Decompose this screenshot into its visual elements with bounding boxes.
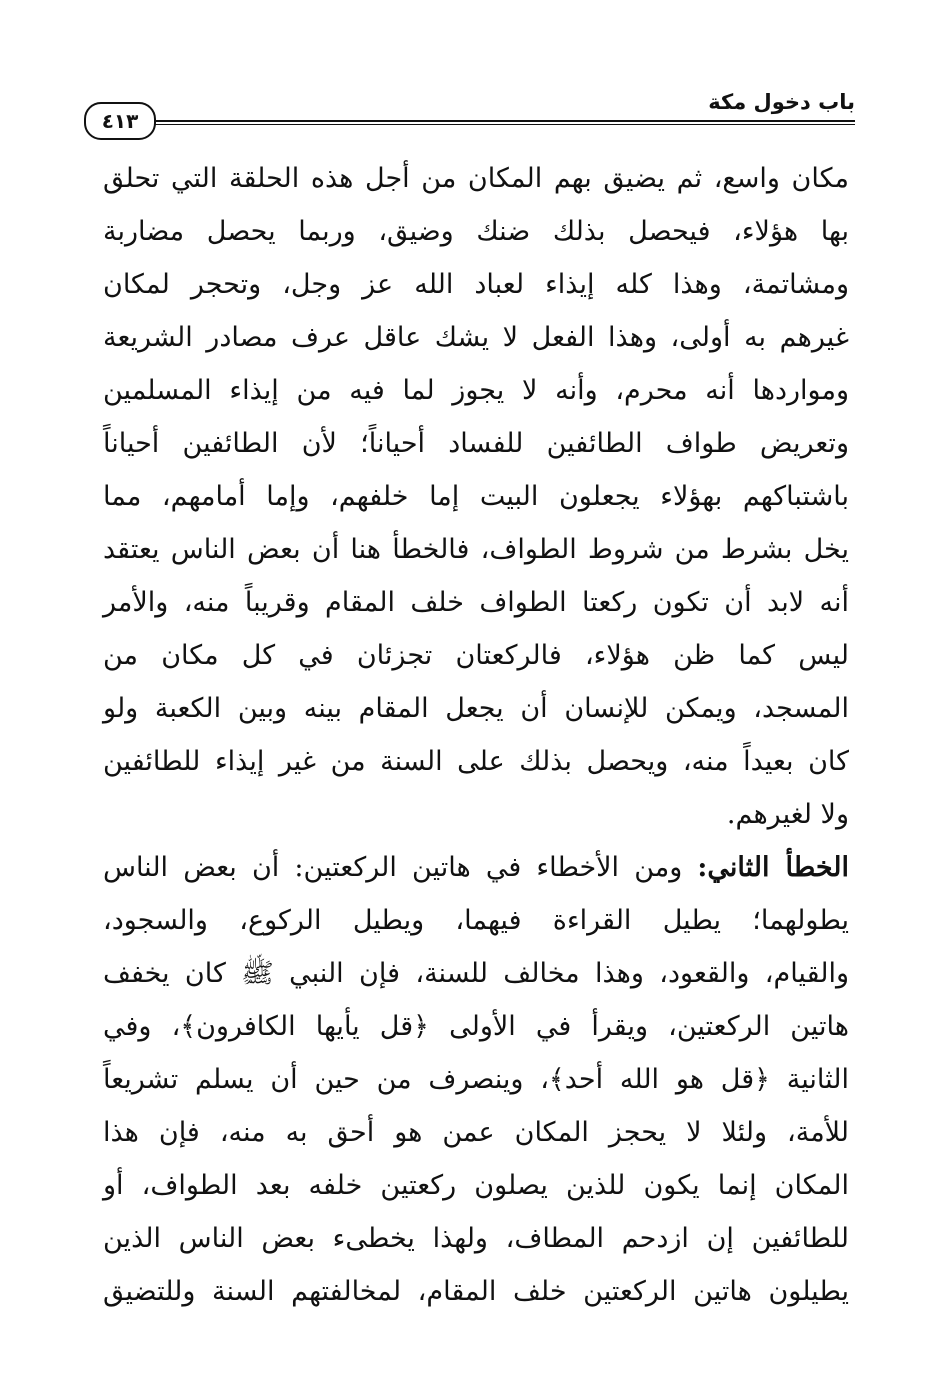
text-line: المكان إنما يكون للذين يصلون ركعتين خلفه بعد الطواف، أو [103,1170,849,1201]
text-line: مكان واسع، ثم يضيق بهم المكان من أجل هذه الحلقة التي تحلق [103,163,849,194]
text-line: يطيلون هاتين الركعتين خلف المقام، لمخالفتهم السنة وللتضيق [103,1276,849,1307]
text-line: هاتين الركعتين، ويقرأ في الأولى ﴿قل يأيها الكافرون﴾، وفي [103,1011,849,1042]
text-line: ومواردها أنه محرم، وأنه لا يجوز لما فيه من إيذاء المسلمين [103,375,849,406]
text-line: كان بعيداً منه، ويحصل بذلك على السنة من غير إيذاء للطائفين [103,746,849,777]
text-line: أنه لابد أن تكون ركعتا الطواف خلف المقام وقريباً منه، والأمر [103,587,849,618]
body-text [103,152,849,1318]
header-rule [154,120,855,125]
running-header [84,88,855,133]
page-number: ٤١٣ [84,102,156,140]
text-line: ليس كما ظن هؤلاء، فالركعتان تجزئان في كل مكان من [103,640,849,671]
text-line: والقيام، والقعود، وهذا مخالف للسنة، فإن النبي ﷺ كان يخفف [103,958,849,989]
text-line: ولا لغيرهم. [726,799,849,830]
text-line: باشتباكهم بهؤلاء يجعلون البيت إما خلفهم، وإما أمامهم، مما [103,481,849,512]
text-line: الثانية ﴿قل هو الله أحد﴾، وينصرف من حين أن يسلم تشريعاً [103,1064,849,1095]
text-line: يخل بشرط من شروط الطواف، فالخطأ هنا أن بعض الناس يعتقد [103,534,849,565]
text-line: وتعريض طواف الطائفين للفساد أحياناً؛ لأن الطائفين أحياناً [103,428,849,459]
chapter-title: باب دخول مكة [708,90,855,114]
second-error-label: الخطأ الثاني: [697,852,850,883]
text-line: للطائفين إن ازدحم المطاف، ولهذا يخطىء بعض الناس الذين [103,1223,849,1254]
text-line: بها هؤلاء، فيحصل بذلك ضنك وضيق، وربما يحصل مضاربة [103,216,849,247]
text-line: للأمة، ولئلا لا يحجز المكان عمن هو أحق به منه، فإن هذا [103,1117,849,1148]
text-line: يطولهما؛ يطيل القراءة فيهما، ويطيل الركوع، والسجود، [103,905,849,936]
text-line-second-error [103,841,849,894]
text-line: ومشاتمة، وهذا كله إيذاء لعباد الله عز وجل، وتحجر لمكان [103,269,849,300]
second-error-text: ومن الأخطاء في هاتين الركعتين: أن بعض الناس [103,852,683,883]
text-line: المسجد، ويمكن للإنسان أن يجعل المقام بينه وبين الكعبة ولو [103,693,849,724]
text-line: غيرهم به أولى، وهذا الفعل لا يشك عاقل عرف مصادر الشريعة [103,322,849,353]
